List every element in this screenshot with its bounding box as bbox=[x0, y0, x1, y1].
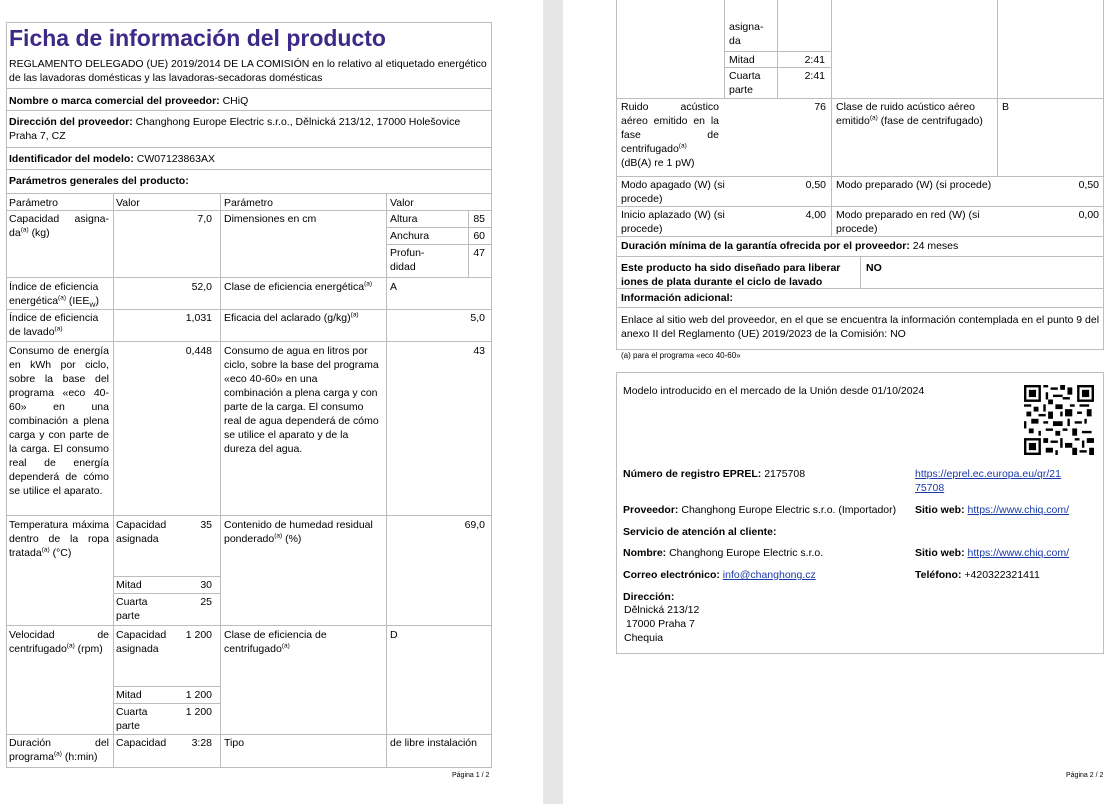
spin-class-value: D bbox=[390, 629, 398, 641]
eprel-link[interactable]: https://eprel.ec.europa.eu/qr/21 75708 bbox=[915, 468, 1061, 494]
silver-ions-label: Este producto ha sido diseñado para liberar iones de plata durante el ciclo de lavado bbox=[621, 262, 841, 288]
duration-value: 3:28 bbox=[191, 737, 212, 749]
temp-row-half-label: Mitad bbox=[116, 579, 142, 591]
spin-row-half-value: 1 200 bbox=[185, 689, 212, 701]
page-title: Ficha de información del producto bbox=[9, 25, 386, 51]
supplier-label: Nombre o marca comercial del proveedor: bbox=[9, 95, 220, 107]
wei-label: Índice de eficiencia de lavado$^{(a)}$ bbox=[9, 312, 99, 338]
humidity-label: Contenido de humedad residual ponderado$^{(a)}$ (%) bbox=[224, 519, 373, 545]
temp-row-quarter-label: Cuarta parte bbox=[116, 596, 148, 622]
supplier-row bbox=[9, 94, 248, 108]
rinse-value: 5,0 bbox=[470, 312, 485, 324]
document-page-1 bbox=[0, 0, 543, 804]
network-standby-label: Modo preparado en red (W) (si procede) bbox=[836, 209, 980, 235]
model-label: Identificador del modelo: bbox=[9, 153, 134, 165]
width-label: Anchura bbox=[390, 230, 430, 242]
spin-row-half-label: Mitad bbox=[116, 689, 142, 701]
website-link[interactable]: https://www.chiq.com/ bbox=[967, 504, 1070, 516]
phone-label: Teléfono: bbox=[915, 569, 962, 581]
warranty-value: 24 meses bbox=[912, 240, 959, 252]
capacity-label: Capacidad asigna-$da^{(a)}$ (kg) bbox=[9, 213, 109, 239]
water-consumption-value: 43 bbox=[473, 345, 485, 357]
eprel-label: Número de registro EPREL: bbox=[623, 468, 762, 480]
temp-row-capacity-value: 35 bbox=[200, 519, 212, 531]
temp-row-quarter-value: 25 bbox=[200, 596, 212, 608]
website-row bbox=[915, 503, 1069, 517]
general-params-heading: Parámetros generales del producto: bbox=[9, 175, 189, 187]
document-page-2 bbox=[563, 0, 1109, 804]
duration-row-label: Capacidad bbox=[116, 737, 167, 749]
eei-value: 52,0 bbox=[191, 281, 212, 293]
cont-row-half-label: Mitad bbox=[729, 54, 755, 66]
noise-class-value: B bbox=[1002, 101, 1010, 113]
provider-value: Changhong Europe Electric s.r.o. (Importador) bbox=[681, 504, 897, 516]
website2-link[interactable]: https://www.chiq.com/ bbox=[967, 547, 1070, 559]
spin-row-capacity-label: Capacidad asignada bbox=[116, 629, 167, 655]
capacity-value: 7,0 bbox=[197, 213, 212, 225]
col-param-header: Parámetro bbox=[9, 197, 59, 209]
noise-value: 76 bbox=[814, 101, 826, 113]
energy-consumption-value: 0,448 bbox=[185, 345, 212, 357]
standby-label: Modo preparado (W) (si procede) bbox=[836, 179, 992, 191]
website2-row bbox=[915, 546, 1069, 560]
height-value: 85 bbox=[473, 213, 485, 225]
additional-info-label: Información adicional: bbox=[621, 292, 734, 304]
footnote: (a) para el programa «eco 40-60» bbox=[621, 351, 741, 360]
temp-row-capacity-label: Capacidad asignada bbox=[116, 519, 167, 545]
page-number-2: Página 2 / 2 bbox=[1066, 772, 1104, 779]
email-label: Correo electrónico: bbox=[623, 569, 720, 581]
noise-label: Ruido acústico aéreo emitido en la fase de centrifugado$^{(a)}$ (dB(A) re 1 pW) bbox=[621, 101, 719, 169]
height-label: Altura bbox=[390, 213, 418, 225]
customer-service-heading: Servicio de atención al cliente: bbox=[623, 526, 777, 538]
website2-label: Sitio web: bbox=[915, 547, 965, 559]
col-param2-header: Parámetro bbox=[224, 197, 274, 209]
provider-row bbox=[623, 503, 896, 517]
phone-row bbox=[915, 568, 1040, 582]
duration-label: Duración del programa$^{(a)}$ (h:min) bbox=[9, 737, 109, 763]
cont-row-half-value: 2:41 bbox=[804, 54, 825, 66]
spin-row-quarter-value: 1 200 bbox=[185, 706, 212, 718]
name-label: Nombre: bbox=[623, 547, 667, 559]
name-value: Changhong Europe Electric s.r.o. bbox=[669, 547, 824, 559]
spin-speed-label: Velocidad de centrifugado$^{(a)}$ (rpm) bbox=[9, 629, 109, 655]
eprel-row bbox=[623, 467, 805, 481]
spin-class-label: Clase de eficiencia de centrifugado$^{(a)}$ bbox=[224, 629, 327, 655]
warranty-label: Duración mínima de la garantía ofrecida por el proveedor: bbox=[621, 240, 910, 252]
qr-code-icon[interactable] bbox=[1024, 385, 1094, 455]
address-row bbox=[9, 115, 489, 143]
model-row bbox=[9, 152, 215, 166]
noise-class-label: Clase de ruido acústico aéreo emitido$^{(a)}$ (fase de centrifugado) bbox=[836, 101, 983, 127]
eei-label: Índice de eficiencia energética$^{(a)}$ $(IEE_W)$ bbox=[9, 281, 99, 310]
address2-line-2: 17000 Praha 7 bbox=[626, 618, 695, 630]
col-value-header: Valor bbox=[116, 197, 140, 209]
type-label: Tipo bbox=[224, 737, 245, 749]
col-value2-header: Valor bbox=[390, 197, 414, 209]
page-number: Página 1 / 2 bbox=[452, 772, 490, 779]
cont-row-quarter-label: Cuarta parte bbox=[729, 70, 761, 96]
energy-class-label: Clase de eficiencia energética$^{(a)}$ bbox=[224, 280, 373, 293]
additional-info-text: Enlace al sitio web del proveedor, en el que se encuentra la información contemplada en el punto 9 del anexo II del Reglamento (UE) 2019/2023 de la Comisión: NO bbox=[621, 314, 1100, 340]
provider-label: Proveedor: bbox=[623, 504, 679, 516]
dimensions-label: Dimensiones en cm bbox=[224, 213, 317, 225]
delay-start-label: Inicio aplazado (W) (si procede) bbox=[621, 209, 725, 235]
temp-row-half-value: 30 bbox=[200, 579, 212, 591]
cont-row-quarter-value: 2:41 bbox=[804, 70, 825, 82]
rinse-label: Eficacia del aclarado $(g/kg)^{(a)}$ bbox=[224, 311, 359, 324]
spin-row-capacity-value: 1 200 bbox=[185, 629, 212, 641]
humidity-value: 69,0 bbox=[464, 519, 485, 531]
energy-class-value: A bbox=[390, 281, 398, 293]
warranty-row bbox=[621, 239, 958, 253]
width-value: 60 bbox=[473, 230, 485, 242]
phone-value: +420322321411 bbox=[964, 569, 1040, 581]
off-mode-value: 0,50 bbox=[805, 179, 826, 191]
address2-line-1: Dělnická 213/12 bbox=[624, 604, 700, 616]
supplier-value: CHiQ bbox=[222, 95, 249, 107]
delay-start-value: 4,00 bbox=[805, 209, 826, 221]
temperature-label: Temperatura máxima dentro de la ropa tratada$^{(a)}$ (°C) bbox=[9, 519, 109, 559]
spin-row-quarter-label: Cuarta parte bbox=[116, 706, 148, 732]
silver-ions-value: NO bbox=[866, 262, 882, 274]
address-value: Changhong Europe Electric s.r.o., Dělnická 213/12, 17000 Holešovice Praha 7, CZ bbox=[9, 116, 461, 142]
name-row bbox=[623, 546, 823, 560]
address-label: Dirección del proveedor: bbox=[9, 116, 133, 128]
wei-value: 1,031 bbox=[185, 312, 212, 324]
water-consumption-label: Consumo de agua en litros por ciclo, sobre la base del programa «eco 40-60» en una combinación a plena carga y con parte de la carga. El consumo real de agua dependerá de cómo se utilice el aparato y de la dureza del agua. bbox=[224, 345, 379, 455]
energy-consumption-label: Consumo de energía en kWh por ciclo, sobre la base del programa «eco 40-60» en una combinación a plena carga y con parte de la carga. El consumo real de energía dependerá de cómo se utilice el aparato. bbox=[9, 345, 109, 497]
website-label: Sitio web: bbox=[915, 504, 965, 516]
off-mode-label: Modo apagado (W) (si procede) bbox=[621, 179, 725, 205]
type-value: de libre instalación bbox=[390, 737, 477, 749]
depth-label: Profun-didad bbox=[390, 247, 425, 273]
market-date-text: Modelo introducido en el mercado de la Unión desde 01/10/2024 bbox=[623, 385, 925, 397]
address2-label: Dirección: bbox=[623, 591, 675, 603]
network-standby-value: 0,00 bbox=[1078, 209, 1099, 221]
regulation-text: REGLAMENTO DELEGADO (UE) 2019/2014 DE LA COMISIÓN en lo relativo al etiquetado energético de las lavadoras domésticas y las lavadoras-secadoras domésticas bbox=[9, 58, 487, 84]
model-value: CW07123863AX bbox=[136, 153, 215, 165]
standby-value: 0,50 bbox=[1078, 179, 1099, 191]
email-link[interactable]: info@changhong.cz bbox=[722, 569, 816, 581]
eprel-value: 2175708 bbox=[764, 468, 806, 480]
address2-line-3: Chequia bbox=[624, 632, 664, 644]
cont-row-capacity-label: asigna-da bbox=[729, 21, 764, 47]
email-row bbox=[623, 568, 816, 582]
depth-value: 47 bbox=[473, 247, 485, 259]
